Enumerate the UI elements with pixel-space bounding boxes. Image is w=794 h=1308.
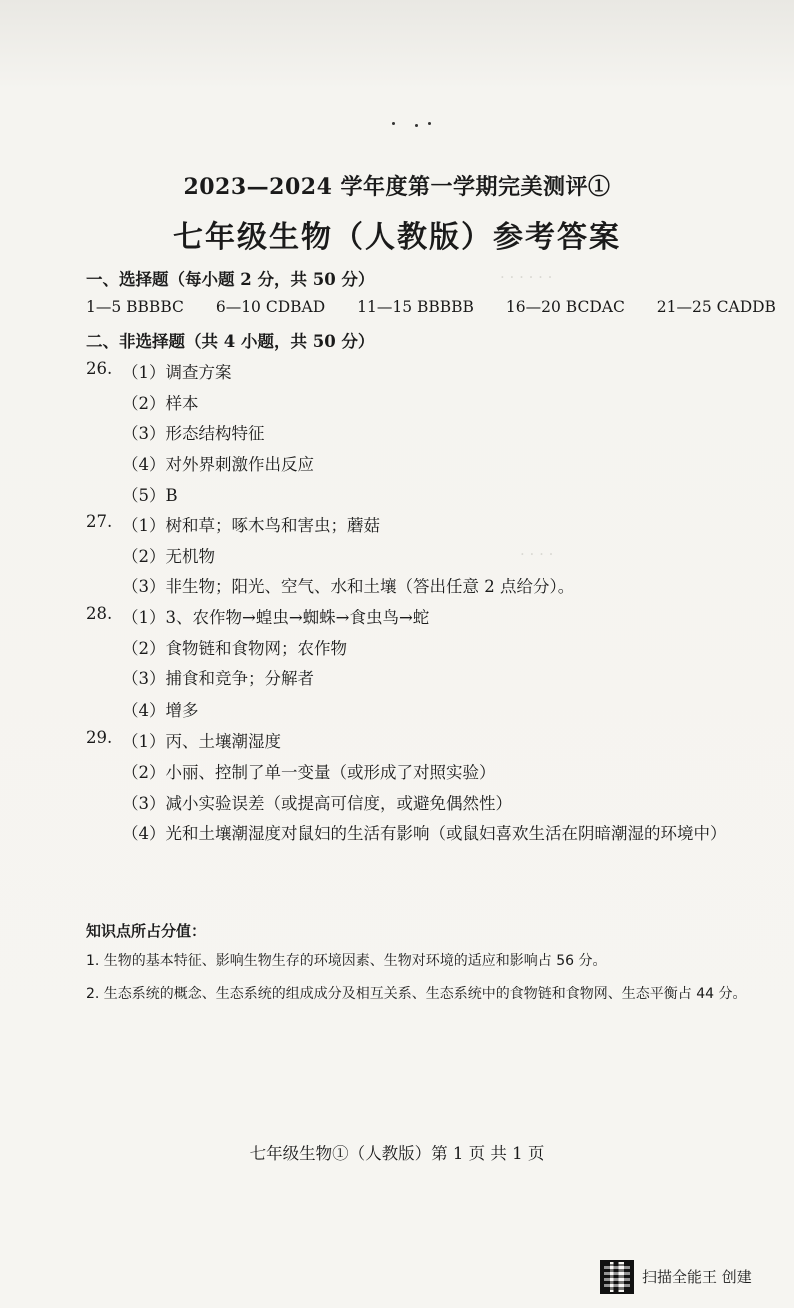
answer-key-subtitle: 七年级生物（人教版）参考答案: [173, 220, 621, 255]
mc-answer-group: 1—5 BBBBC: [86, 298, 184, 316]
answer-item: （2）食物链和食物网；农作物: [122, 639, 347, 658]
knowledge-points-heading: 知识点所占分值：: [86, 922, 207, 940]
answer-item: （4）光和土壤潮湿度对鼠妇的生活有影响（或鼠妇喜欢生活在阴暗潮湿的环境中）: [122, 824, 727, 843]
answer-item: （1）丙、土壤潮湿度: [122, 732, 281, 751]
scan-speck: [428, 122, 431, 125]
mc-answer-group: 11—15 BBBBB: [357, 298, 474, 316]
mc-answer-group: 6—10 CDBAD: [215, 298, 326, 316]
section-non-choice-heading: 二、非选择题（共 4 小题，共 50 分）: [86, 332, 375, 351]
answer-item: （1）调查方案: [122, 363, 232, 382]
qr-code-icon: [600, 1260, 634, 1294]
answer-item: （3）捕食和竞争；分解者: [122, 669, 314, 688]
mc-answer-group: 16—20 BCDAC: [505, 298, 625, 316]
answer-item: （2）小丽、控制了单一变量（或形成了对照实验）: [122, 763, 496, 782]
answer-item: （1）3、农作物→蝗虫→蜘蛛→食虫鸟→蛇: [122, 608, 430, 627]
answer-item: （1）树和草；啄木鸟和害虫；蘑菇: [122, 516, 380, 535]
answer-item: （4）对外界刺激作出反应: [122, 455, 314, 474]
scan-speck: [392, 122, 395, 125]
knowledge-point-item: 1. 生物的基本特征、影响生物生存的环境因素、生物对环境的适应和影响占 56 分。: [86, 953, 607, 969]
answer-item: （4）增多: [122, 701, 199, 720]
bleed-through-text: · · · ·: [520, 545, 554, 563]
question-number: 26.: [86, 359, 113, 378]
answer-item: （2）无机物: [122, 547, 215, 566]
knowledge-point-item: 2. 生态系统的概念、生态系统的组成成分及相互关系、生态系统中的食物链和食物网、生态平衡占 44 分。: [86, 986, 747, 1002]
multiple-choice-answers: [86, 298, 776, 316]
answer-item: （3）形态结构特征: [122, 424, 265, 443]
scan-speck: [415, 124, 418, 127]
section-multiple-choice-heading: 一、选择题（每小题 2 分，共 50 分）: [86, 270, 375, 289]
question-number: 29.: [86, 728, 113, 747]
page-footer: 七年级生物①（人教版）第 1 页 共 1 页: [249, 1144, 545, 1163]
bleed-through-text: · · · · · ·: [500, 268, 553, 286]
answer-item: （2）样本: [122, 394, 199, 413]
answer-item: （5）B: [122, 486, 178, 505]
question-number: 28.: [86, 604, 113, 623]
scanner-watermark-label: 扫描全能王 创建: [642, 1268, 752, 1286]
question-number: 27.: [86, 512, 113, 531]
mc-answer-group: 21—25 CADDB: [656, 298, 776, 316]
answer-item: （3）非生物；阳光、空气、水和土壤（答出任意 2 点给分）。: [122, 577, 575, 596]
exam-title: 2023—2024 学年度第一学期完美测评①: [183, 174, 611, 200]
answer-item: （3）减小实验误差（或提高可信度，或避免偶然性）: [122, 794, 512, 813]
